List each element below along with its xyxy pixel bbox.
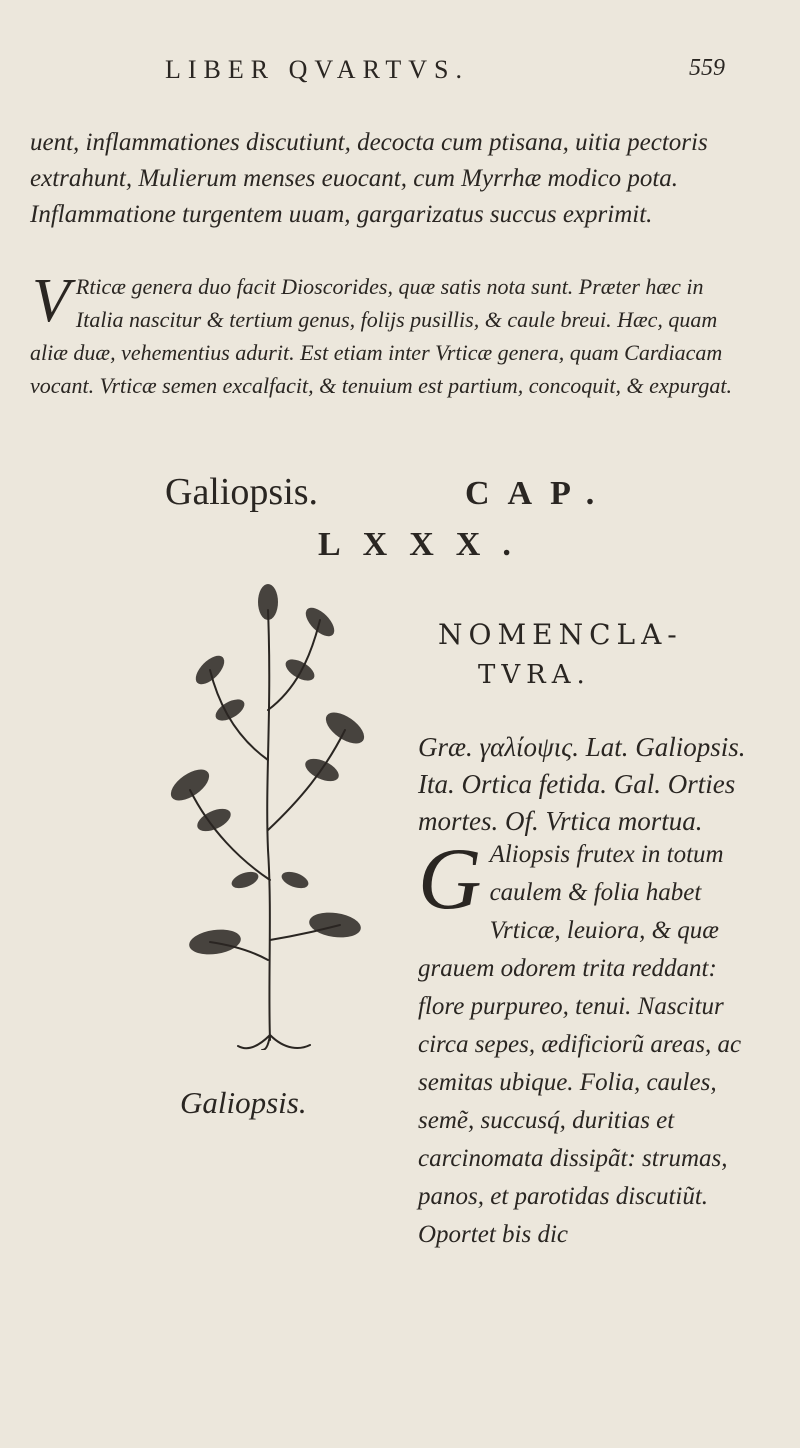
nomenclatura-heading-line2: TVRA. [478,660,591,690]
chapter-label: CAP. [465,475,613,512]
urtica-paragraph [30,267,740,402]
page-number: 559 [689,55,725,81]
galiopsis-description-text: Aliopsis frutex in totum caulem & folia habet Vrticæ, leuiora, & quæ grauem odorem trita reddant: flore purpureo, tenui. Nascitur circa sepes, ædificiorũ areas, ac semitas ubique. Folia, caules, semẽ, succusq́, duritias et carcinomata dissipãt: strumas, panos, et parotidas discutiũt. Oportet bis dic [418,841,742,1248]
running-head: LIBER QVARTVS. [165,55,469,84]
drop-cap-v: V [32,267,70,335]
galiopsis-woodcut-illustration [150,580,410,1050]
nomenclatura-heading-line1: NOMENCLA- [438,618,683,651]
nomenclatura-synonyms: Græ. γαλίοψις. Lat. Galiopsis. Ita. Ortica fetida. Gal. Orties mortes. Of. Vrtica mortua. [418,732,746,836]
drop-cap-g: G [418,831,482,928]
urtica-paragraph-text: Rticæ genera duo facit Dioscorides, quæ satis nota sunt. Præter hæc in Italia nascitur & tertium genus, folijs pusillis, & caule breui. Hæc, quam aliæ duæ, vehementius adurit. Est etiam inter Vrticæ genera, quam Cardiacam vocant. Vrticæ semen excalfacit, & tenuium est partium, concoquit, & expurgat. [30,274,733,398]
figure-caption: Galiopsis. [180,1085,307,1120]
galiopsis-description [418,831,748,1254]
continuation-paragraph: uent, inflammationes discutiunt, decocta cum ptisana, uitia pectoris extrahunt, Mulierum menses euocant, cum Myrrhæ modico pota. Inflammatione turgentem uuam, gargarizatus succus exprimit. [30,129,708,228]
chapter-number: LXXX. [318,526,533,563]
page-header [165,55,725,95]
chapter-title: Galiopsis. [165,471,319,513]
